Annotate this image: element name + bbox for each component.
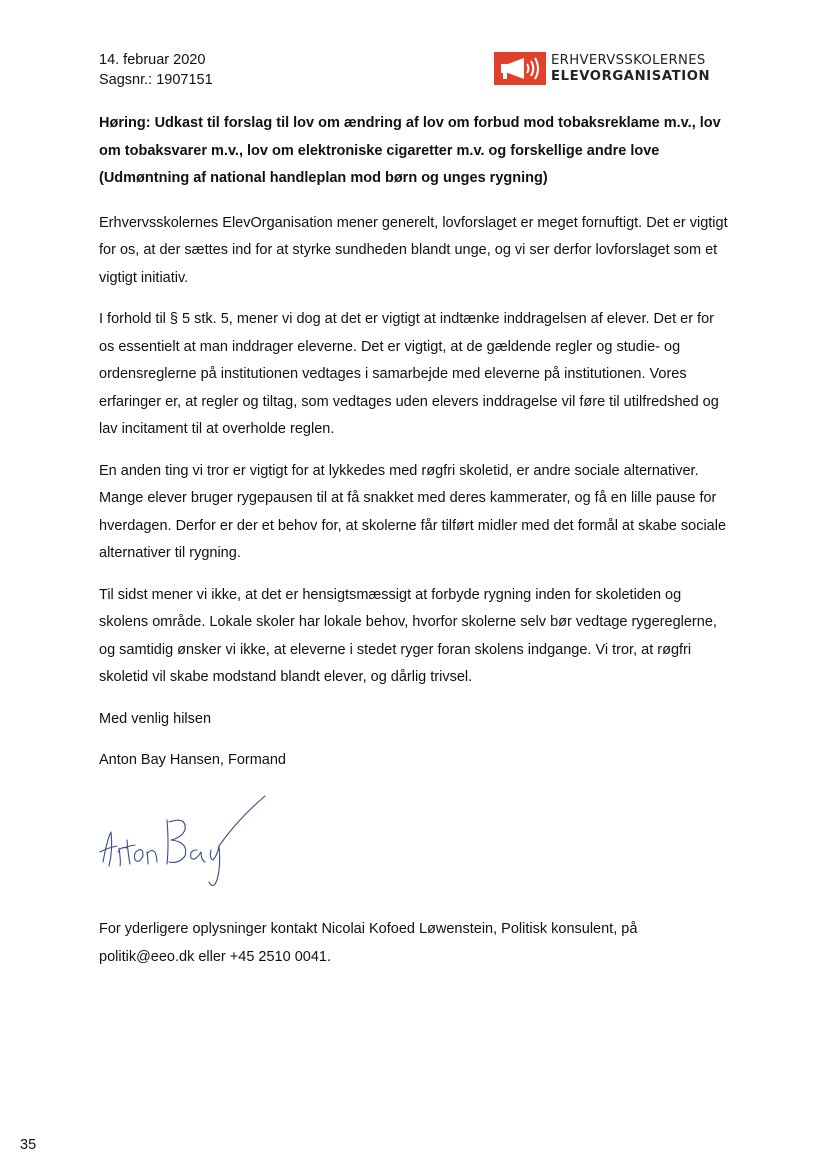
document-header-meta [99, 50, 213, 90]
letter-body [99, 110, 731, 789]
logo-wordmark [551, 53, 710, 85]
paragraph-social-alternatives: En anden ting vi tror er vigtigt for at lykkedes med røgfri skoletid, er andre sociale alternativer. Mange elever bruger rygepausen til at få snakket med deres kammerater, og få en lille pause for hverdagen. Derfor er der et behov for, at skolerne får tilført midler med det formål at skabe sociale alternativer til rygning. [99, 462, 727, 561]
megaphone-icon [494, 52, 546, 85]
paragraph-smoking-ban: Til sidst mener vi ikke, at det er hensigtsmæssigt at forbyde rygning inden for skoletiden og skolens område. Lokale skoler har lokale behov, hvorfor skolerne selv bør vedtage rygereglerne, og samtidig ønsker vi ikke, at eleverne i stedet ryger foran skolens indgange. Vi tror, at røgfri skoletid vil skabe modstand blandt elever, og dårlig trivsel. [99, 586, 717, 685]
page-number: 35 [20, 1137, 37, 1153]
megaphone-icon-graphic [494, 52, 546, 85]
closing-greeting: Med venlig hilsen [99, 710, 212, 727]
signatory-name: Anton Bay Hansen, Formand [99, 752, 286, 768]
document-date: 14. februar 2020 [99, 52, 206, 68]
case-number: Sagsnr.: 1907151 [99, 72, 213, 88]
organisation-logo [494, 52, 710, 85]
paragraph-intro: Erhvervsskolernes ElevOrganisation mener generelt, lovforslaget er meget fornuftigt. Det er vigtigt for os, at der sættes ind for at styrke sundheden blandt unge, og vi ser derfor lovforslaget som et vigtigt initiativ. [99, 214, 728, 286]
document-title: Høring: Udkast til forslag til lov om ændring af lov om forbud mod tobaksreklame m.v., lov om tobaksvarer m.v., lov om elektroniske cigaretter m.v. og forskellige andre love (Udmøntning af national handleplan mod børn og unges rygning) [99, 115, 721, 186]
paragraph-student-involvement: I forhold til § 5 stk. 5, mener vi dog at det er vigtigt at indtænke inddragelsen af elever. Det er for os essentielt at man inddrager eleverne. Det er vigtigt, at de gældende regler og studie- og ordensreglerne på institutionen vedtages i samarbejde med eleverne på institutionen. Vores erfaringer er, at regler og tiltag, som vedtages uden elevers inddragelse vil føre til utilfredshed og lav incitament til at overholde reglen. [99, 311, 719, 437]
contact-information: For yderligere oplysninger kontakt Nicolai Kofoed Løwenstein, Politisk konsulent, på politik@eeo.dk eller +45 2510 0041. [99, 921, 638, 965]
signature-graphic [97, 790, 277, 900]
logo-line-2: ELEVORGANISATION [551, 68, 711, 84]
logo-line-1: ERHVERVSSKOLERNES [551, 52, 706, 68]
handwritten-signature [97, 790, 277, 900]
